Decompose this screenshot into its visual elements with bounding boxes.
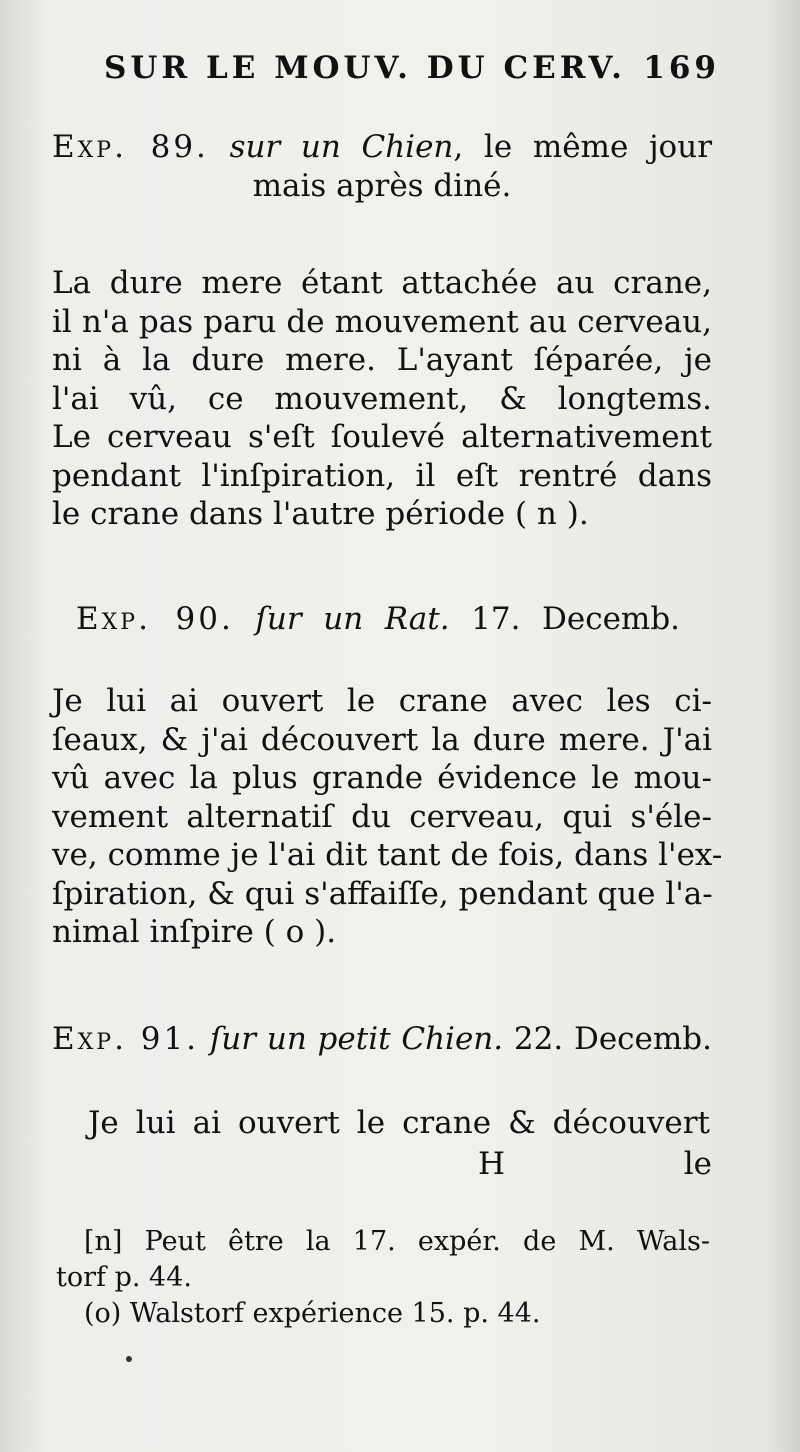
text-line: pendant l'inſpiration, il eſt rentré dans	[52, 457, 712, 494]
ink-speck	[126, 1356, 132, 1362]
text-line: La dure mere étant attachée au crane,	[52, 265, 712, 301]
running-title: SUR LE MOUV. DU CERV.	[104, 50, 626, 86]
text-line: vement alternatiſ du cerveau, qui s'éle-	[52, 798, 712, 835]
exp91-subject: ſur un petit Chien.	[209, 1021, 504, 1057]
signature-mark: H	[478, 1146, 506, 1182]
footnote-n-line2: torf p. 44.	[56, 1262, 192, 1293]
footnotes	[56, 1224, 710, 1332]
exp91-label: Exp. 91.	[52, 1021, 200, 1057]
exp89-subject: sur un Chien	[229, 129, 454, 165]
catchword: le	[683, 1146, 712, 1182]
text-line: Le cerveau s'eſt ſoulevé alternativement	[52, 419, 712, 455]
text-line: nimal inſpire ( o ).	[52, 914, 337, 950]
footnote-n-line1: [n] Peut être la 17. expér. de M. Wals-	[84, 1226, 710, 1257]
exp89-paragraph	[52, 264, 712, 534]
exp90-label: Exp. 90.	[76, 601, 234, 637]
text-line: le crane dans l'autre période ( n ).	[52, 496, 589, 532]
text-line: ve, comme je l'ai dit tant de fois, dans l'ex-	[52, 837, 723, 873]
page-number: 169	[643, 50, 720, 86]
text-line: Je lui ai ouvert le crane avec les ci-	[52, 683, 712, 719]
signature-line	[478, 1146, 712, 1182]
text-line: l'ai vû, ce mouvement, & longtems.	[52, 380, 712, 417]
text-line: ni à la dure mere. L'ayant ſéparée, je	[52, 342, 712, 378]
exp90-paragraph	[52, 682, 723, 952]
exp91-heading	[52, 1020, 712, 1059]
exp91-paragraph	[88, 1104, 710, 1143]
exp89-heading-rest: , le même jour	[453, 129, 713, 165]
text-line: ſpiration, & qui s'affaiſſe, pendant que l'a-	[52, 875, 713, 912]
text-line: Je lui ai ouvert le crane & découvert	[88, 1105, 710, 1141]
exp89-label: Exp. 89.	[52, 129, 209, 165]
exp90-date: 17. Decemb.	[471, 601, 681, 637]
footnote-o: (o) Walstorf expérience 15. p. 44.	[84, 1298, 541, 1329]
exp90-subject: ſur un Rat.	[255, 601, 450, 637]
running-header	[104, 50, 720, 86]
exp89-heading-line2: mais après diné.	[252, 167, 512, 204]
exp91-date: 22. Decemb.	[513, 1021, 712, 1057]
exp89-heading	[52, 128, 712, 205]
exp90-heading	[76, 600, 680, 639]
text-line: il n'a pas paru de mouvement au cerveau,	[52, 303, 712, 340]
text-line: vû avec la plus grande évidence le mou-	[52, 760, 712, 796]
text-line: ſeaux, & j'ai découvert la dure mere. J'ai	[52, 721, 712, 758]
